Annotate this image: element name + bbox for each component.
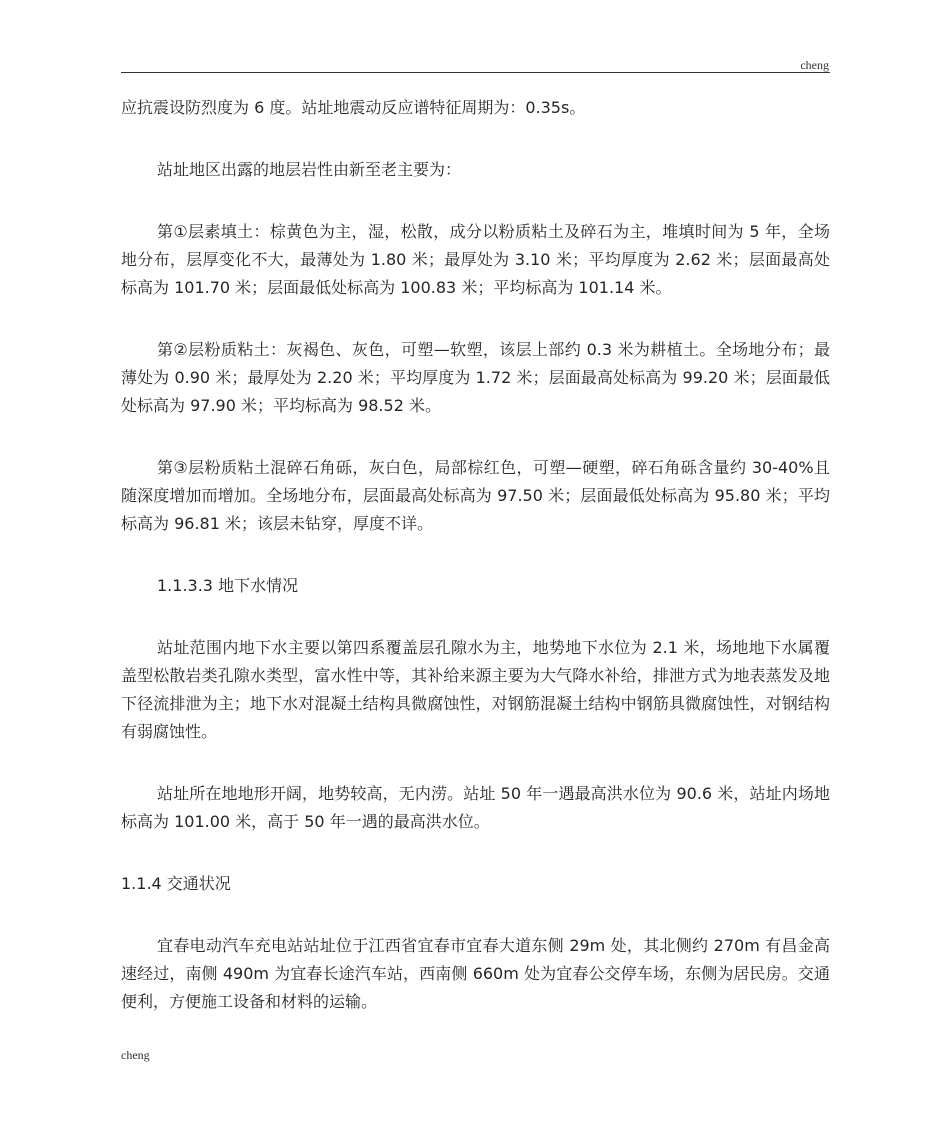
page-header: cheng — [800, 58, 829, 72]
paragraph-flood: 站址所在地地形开阔，地势较高，无内涝。站址 50 年一遇最高洪水位为 90.6 米，站址内场地标高为 101.00 米，高于 50 年一遇的最高洪水位。 — [121, 784, 830, 831]
section-heading-groundwater: 1.1.3.3 地下水情况 — [157, 576, 299, 595]
paragraph-layer-2: 第②层粉质粘土：灰褐色、灰色，可塑—软塑，该层上部约 0.3 米为耕植土。全场地分布；最薄处为 0.90 米；最厚处为 2.20 米；平均厚度为 1.72 米；层面最高处标高为 99.20 米；层面最低处标高为 97.90 米；平均标高为 98.52 米。 — [121, 340, 830, 415]
header-rule — [121, 72, 830, 73]
paragraph-traffic: 宜春电动汽车充电站站址位于江西省宜春市宜春大道东侧 29m 处，其北侧约 270m 有昌金高速经过，南侧 490m 为宜春长途汽车站，西南侧 660m 处为宜春公交停车场，东侧为居民房。交通便利，方便施工设备和材料的运输。 — [121, 936, 830, 1011]
document-body — [121, 94, 830, 1050]
paragraph-layer-3: 第③层粉质粘土混碎石角砾，灰白色，局部棕红色，可塑—硬塑，碎石角砾含量约 30-40%且随深度增加而增加。全场地分布，层面最高处标高为 97.50 米；层面最低处标高为 95.80 米；平均标高为 96.81 米；该层未钻穿，厚度不详。 — [121, 458, 830, 533]
section-heading-traffic: 1.1.4 交通状况 — [121, 874, 231, 893]
paragraph-strata-intro: 站址地区出露的地层岩性由新至老主要为： — [157, 160, 462, 179]
paragraph-layer-1: 第①层素填土：棕黄色为主，湿，松散，成分以粉质粘土及碎石为主，堆填时间为 5 年，全场地分布，层厚变化不大，最薄处为 1.80 米；最厚处为 3.10 米；平均厚度为 2.62 米；层面最高处标高为 101.70 米；层面最低处标高为 100.83 米；平均标高为 101.14 米。 — [121, 222, 830, 297]
paragraph-groundwater: 站址范围内地下水主要以第四系覆盖层孔隙水为主，地势地下水位为 2.1 米，场地地下水属覆盖型松散岩类孔隙水类型，富水性中等，其补给来源主要为大气降水补给，排泄方式为地表蒸发及地下径流排泄为主；地下水对混凝土结构具微腐蚀性，对钢筋混凝土结构中钢筋具微腐蚀性，对钢结构有弱腐蚀性。 — [121, 638, 830, 741]
page-footer: cheng — [121, 1048, 150, 1062]
paragraph-seismic: 应抗震设防烈度为 6 度。站址地震动反应谱特征周期为：0.35s。 — [121, 98, 586, 117]
